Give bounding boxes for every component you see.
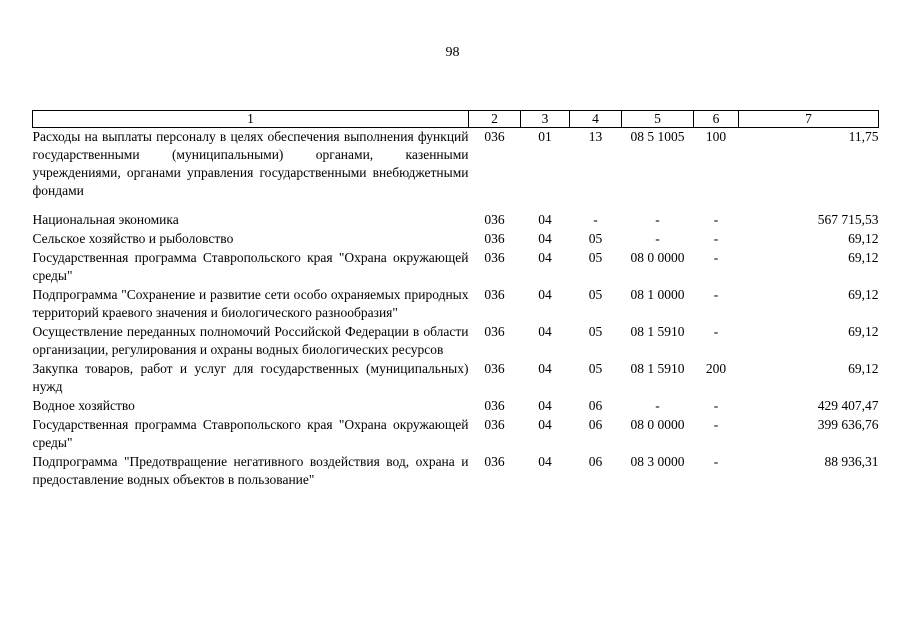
cell-amount: 399 636,76 [817,417,879,432]
cell-target: 08 3 0000 [630,454,685,469]
cell-expense-type: - [713,324,719,339]
cell-section: 04 [538,250,552,265]
row-name: Водное хозяйство [32,398,135,413]
cell-amount: 429 407,47 [817,398,879,413]
column-header: 4 [570,111,622,128]
cell-section: 04 [538,361,552,376]
page-number: 98 [445,45,460,60]
cell-target: 08 1 0000 [630,287,685,302]
cell-code: 036 [484,324,505,339]
cell-subsection: 13 [588,129,603,144]
cell-amount: 69,12 [848,361,879,376]
row-name: Закупка товаров, работ и услуг для государственных (муниципальных) нужд [32,361,469,394]
column-header: 6 [694,111,739,128]
cell-expense-type: - [713,398,719,413]
budget-table [32,110,879,490]
cell-amount: 88 936,31 [824,454,879,469]
column-header: 5 [622,111,694,128]
row-name: Расходы на выплаты персоналу в целях обеспечения выполнения функций государственными (муниципальными) органами, казенными учреждениями, органами управления государственными внебюджетными фондами [32,129,469,198]
cell-amount: 69,12 [848,250,879,265]
cell-section: 04 [538,231,552,246]
cell-code: 036 [484,287,505,302]
cell-target: 08 1 5910 [630,361,685,376]
cell-subsection: 05 [588,324,603,339]
cell-target: - [655,398,660,413]
cell-amount: 567 715,53 [817,212,879,227]
cell-target: - [655,212,660,227]
table-row [33,360,879,397]
column-header: 2 [469,111,521,128]
cell-code: 036 [484,398,505,413]
header-row [33,111,879,128]
cell-code: 036 [484,361,505,376]
cell-section: 04 [538,324,552,339]
column-header: 7 [739,111,879,128]
cell-amount: 69,12 [848,287,879,302]
cell-section: 04 [538,417,552,432]
cell-amount: 69,12 [848,231,879,246]
cell-section: 04 [538,398,552,413]
table-row [33,249,879,286]
cell-expense-type: - [713,287,719,302]
cell-code: 036 [484,212,505,227]
cell-subsection: 05 [588,361,603,376]
cell-expense-type: - [713,212,719,227]
cell-code: 036 [484,454,505,469]
row-name: Государственная программа Ставропольского края "Охрана окружающей среды" [32,250,469,283]
cell-code: 036 [484,250,505,265]
cell-expense-type: 100 [705,129,727,144]
column-header: 3 [521,111,570,128]
cell-subsection: 06 [588,454,603,469]
cell-target: 08 0 0000 [630,417,685,432]
cell-expense-type: - [713,250,719,265]
cell-expense-type: 200 [705,361,727,376]
cell-target: 08 1 5910 [630,324,685,339]
cell-expense-type: - [713,454,719,469]
table-row [33,230,879,249]
cell-expense-type: - [713,231,719,246]
cell-subsection: 05 [588,250,603,265]
cell-code: 036 [484,231,505,246]
cell-subsection: 05 [588,287,603,302]
cell-expense-type: - [713,417,719,432]
cell-subsection: 06 [588,417,603,432]
row-name: Национальная экономика [32,212,179,227]
table-row [33,397,879,416]
cell-code: 036 [484,129,505,144]
table-row [33,453,879,490]
cell-section: 04 [538,454,552,469]
cell-target: 08 5 1005 [630,129,685,144]
table-row [33,128,879,202]
cell-subsection: 05 [588,231,603,246]
row-name: Сельское хозяйство и рыболовство [32,231,234,246]
column-header: 1 [33,111,469,128]
cell-section: 04 [538,212,552,227]
table-row [33,286,879,323]
row-name: Подпрограмма "Предотвращение негативного воздействия вод, охрана и предоставление водных объектов в пользование" [32,454,469,487]
table-row [33,323,879,360]
cell-section: 04 [538,287,552,302]
cell-code: 036 [484,417,505,432]
cell-amount: 69,12 [848,324,879,339]
cell-section: 01 [538,129,552,144]
cell-target: 08 0 0000 [630,250,685,265]
row-name: Государственная программа Ставропольского края "Охрана окружающей среды" [32,417,469,450]
cell-subsection: - [593,212,598,227]
table-row [33,201,879,230]
table-row [33,416,879,453]
row-name: Подпрограмма "Сохранение и развитие сети особо охраняемых природных территорий краевого значения и биологического разнообразия" [32,287,469,320]
row-name: Осуществление переданных полномочий Российской Федерации в области организации, регулирования и охраны водных биологических ресурсов [32,324,469,357]
cell-amount: 11,75 [848,129,879,144]
cell-subsection: 06 [588,398,603,413]
cell-target: - [655,231,660,246]
